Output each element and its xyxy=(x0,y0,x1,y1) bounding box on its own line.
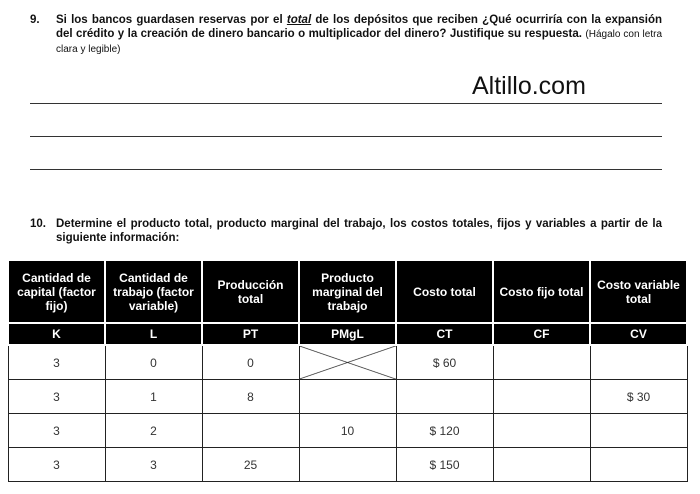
table-cell xyxy=(396,380,493,414)
question-9-number: 9. xyxy=(30,14,40,26)
question-9-note: (Hágalo con letra clara y legible) xyxy=(56,29,663,55)
table-cell xyxy=(590,414,687,448)
question-9-text xyxy=(56,13,662,57)
answer-line-3 xyxy=(30,169,662,170)
table-cell: 3 xyxy=(105,448,202,482)
table-cell: 3 xyxy=(8,345,105,380)
header-cell: Producción total xyxy=(202,260,299,323)
table-cell: 3 xyxy=(8,414,105,448)
table-cell: 1 xyxy=(105,380,202,414)
table-row xyxy=(8,345,687,380)
table-header-row xyxy=(8,260,687,323)
table-cell xyxy=(590,448,687,482)
question-10-text: Determine el producto total, producto marginal del trabajo, los costos totales, fijos y variables a partir de la siguiente información: xyxy=(56,218,662,244)
table-cell: 10 xyxy=(299,414,396,448)
table-cell: $ 30 xyxy=(590,380,687,414)
table-cell xyxy=(202,414,299,448)
question-9-text-start: Si los bancos guardasen reservas por el xyxy=(56,14,287,26)
answer-line-2 xyxy=(30,136,662,137)
question-9-emphasis: total xyxy=(286,14,312,26)
table-cell: 3 xyxy=(8,448,105,482)
table-cell: 0 xyxy=(202,345,299,380)
table-cell: 8 xyxy=(202,380,299,414)
question-9-text-end: de los depósitos que reciben ¿Qué ocurriría con la expansión del crédito y la creación de dinero bancario o multiplicador del dinero? Justifique su respuesta. xyxy=(56,14,662,40)
header-cell: Cantidad de trabajo (factor variable) xyxy=(105,260,202,323)
table-cell xyxy=(493,448,590,482)
header-cell: Costo total xyxy=(396,260,493,323)
table-cell xyxy=(493,414,590,448)
table-cell xyxy=(299,380,396,414)
table-cell xyxy=(493,380,590,414)
table-cell: $ 150 xyxy=(396,448,493,482)
table-cell: $ 120 xyxy=(396,414,493,448)
table-cell: 3 xyxy=(8,380,105,414)
header-cell: Cantidad de capital (factor fijo) xyxy=(8,260,105,323)
table-row xyxy=(8,380,687,414)
code-cell: CV xyxy=(590,323,687,345)
header-cell: Costo variable total xyxy=(590,260,687,323)
header-cell: Producto marginal del trabajo xyxy=(299,260,396,323)
header-cell: Costo fijo total xyxy=(493,260,590,323)
table-code-row xyxy=(8,323,687,345)
watermark-text: Altillo.com xyxy=(472,72,586,100)
code-cell: PT xyxy=(202,323,299,345)
question-9 xyxy=(30,13,662,57)
crossed-out-cell xyxy=(299,345,396,380)
code-cell: CT xyxy=(396,323,493,345)
table-cell xyxy=(299,448,396,482)
table-cell: 2 xyxy=(105,414,202,448)
data-table xyxy=(7,259,688,482)
code-cell: PMgL xyxy=(299,323,396,345)
code-cell: L xyxy=(105,323,202,345)
table-cell xyxy=(590,345,687,380)
question-10 xyxy=(30,217,662,245)
question-10-number: 10. xyxy=(30,218,46,230)
table-row xyxy=(8,414,687,448)
table-cell: $ 60 xyxy=(396,345,493,380)
code-cell: K xyxy=(8,323,105,345)
answer-line-1 xyxy=(30,103,662,104)
table-cell xyxy=(493,345,590,380)
table-cell: 0 xyxy=(105,345,202,380)
table-cell: 25 xyxy=(202,448,299,482)
code-cell: CF xyxy=(493,323,590,345)
table-row xyxy=(8,448,687,482)
